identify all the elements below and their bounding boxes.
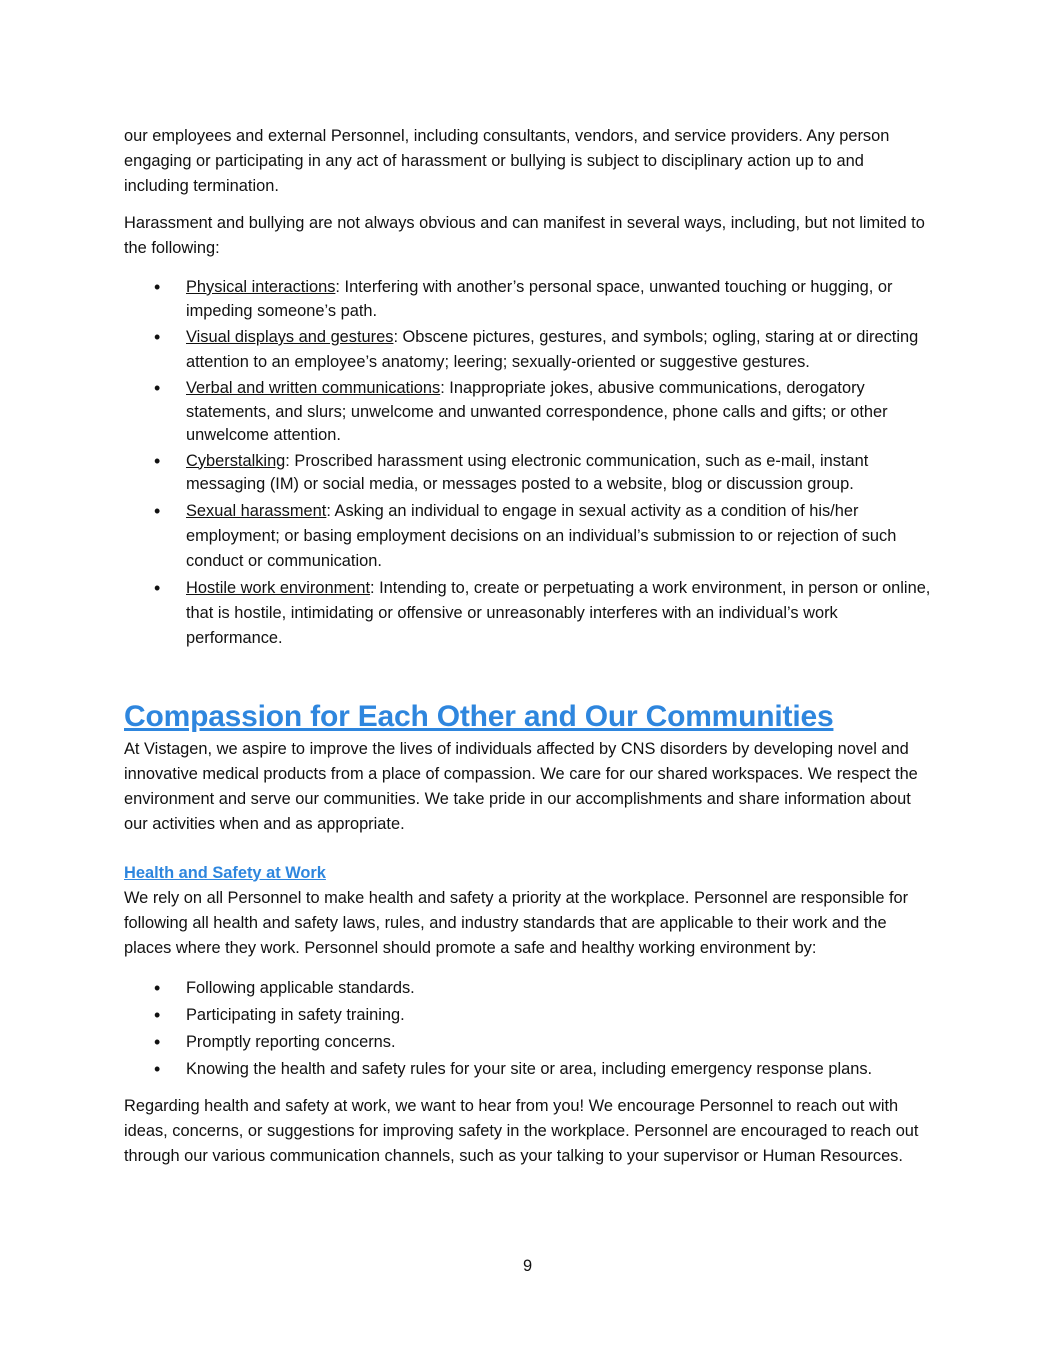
health-item-reporting: • Promptly reporting concerns. [124, 1030, 932, 1055]
term-cyberstalking: Cyberstalking [186, 451, 286, 470]
intro-paragraph-1: our employees and external Personnel, including consultants, vendors, and service providers. Any person engaging or participating in any act of harassment or bullying is subject to disciplinary action up to and including termination. [124, 127, 890, 195]
term-physical: Physical interactions [186, 278, 336, 296]
page-number: 9 [522, 1257, 533, 1275]
desc-sexual: : Asking an individual to engage in sexual activity as a condition of his/her employment; or basing employment decisions on an individual’s submission to or rejection of such conduct or communication. [186, 501, 897, 570]
desc-visual: : Obscene pictures, gestures, and symbols; ogling, staring at or directing attention to an employee’s anatomy; leering; sexually-oriented or suggestive gestures. [186, 328, 919, 371]
list-item-physical [124, 276, 932, 323]
list-item-hostile [124, 576, 932, 651]
health-item-standards: • Following applicable standards. [124, 976, 932, 1001]
health-item-training: • Participating in safety training. [124, 1003, 932, 1028]
list-item-visual [124, 325, 932, 375]
intro-paragraph-2: Harassment and bullying are not always obvious and can manifest in several ways, including, but not limited to the following: [124, 214, 925, 257]
document-page [124, 124, 932, 1169]
compassion-heading: Compassion for Each Other and Our Communities [124, 699, 834, 733]
compassion-paragraph: At Vistagen, we aspire to improve the lives of individuals affected by CNS disorders by developing novel and innovative medical products from a place of compassion. We care for our shared workspaces. We respect the environment and serve our communities. We take pride in our accomplishments and share information about our activities when and as appropriate. [124, 739, 918, 833]
desc-verbal: : Inappropriate jokes, abusive communications, derogatory statements, and slurs; unwelcome and unwanted correspondence, phone calls and gifts; or other unwelcome attention. [186, 379, 888, 444]
harassment-list [124, 276, 932, 651]
list-item-cyberstalking [124, 450, 932, 497]
list-item-verbal [124, 377, 932, 448]
term-sexual: Sexual harassment [186, 501, 327, 520]
desc-physical: : Interfering with another’s personal space, unwanted touching or hugging, or impeding someone’s path. [186, 278, 893, 320]
term-verbal: Verbal and written communications [186, 379, 441, 397]
term-hostile: Hostile work environment [186, 578, 371, 597]
desc-hostile: : Intending to, create or perpetuating a work environment, in person or online, that is hostile, intimidating or offensive or unreasonably interferes with an individual’s work performance. [186, 578, 931, 647]
desc-cyberstalking: : Proscribed harassment using electronic communication, such as e-mail, instant messaging (IM) or social media, or messages posted to a website, blog or discussion group. [186, 451, 869, 493]
health-item-rules: • Knowing the health and safety rules for your site or area, including emergency response plans. [124, 1057, 932, 1082]
health-paragraph-2: Regarding health and safety at work, we want to hear from you! We encourage Personnel to reach out with ideas, concerns, or suggestions for improving safety in the workplace. Personnel are encouraged to reach out through our various communication channels, such as your talking to your supervisor or Human Resources. [124, 1096, 919, 1165]
term-visual: Visual displays and gestures [186, 328, 394, 346]
health-safety-heading: Health and Safety at Work [124, 863, 326, 882]
list-item-sexual [124, 499, 932, 574]
health-list [124, 976, 932, 1082]
health-paragraph-1: We rely on all Personnel to make health and safety a priority at the workplace. Personnel are responsible for following all health and safety laws, rules, and industry standards that are applicable to their work and the places where they work. Personnel should promote a safe and healthy working environment by: [124, 888, 909, 957]
